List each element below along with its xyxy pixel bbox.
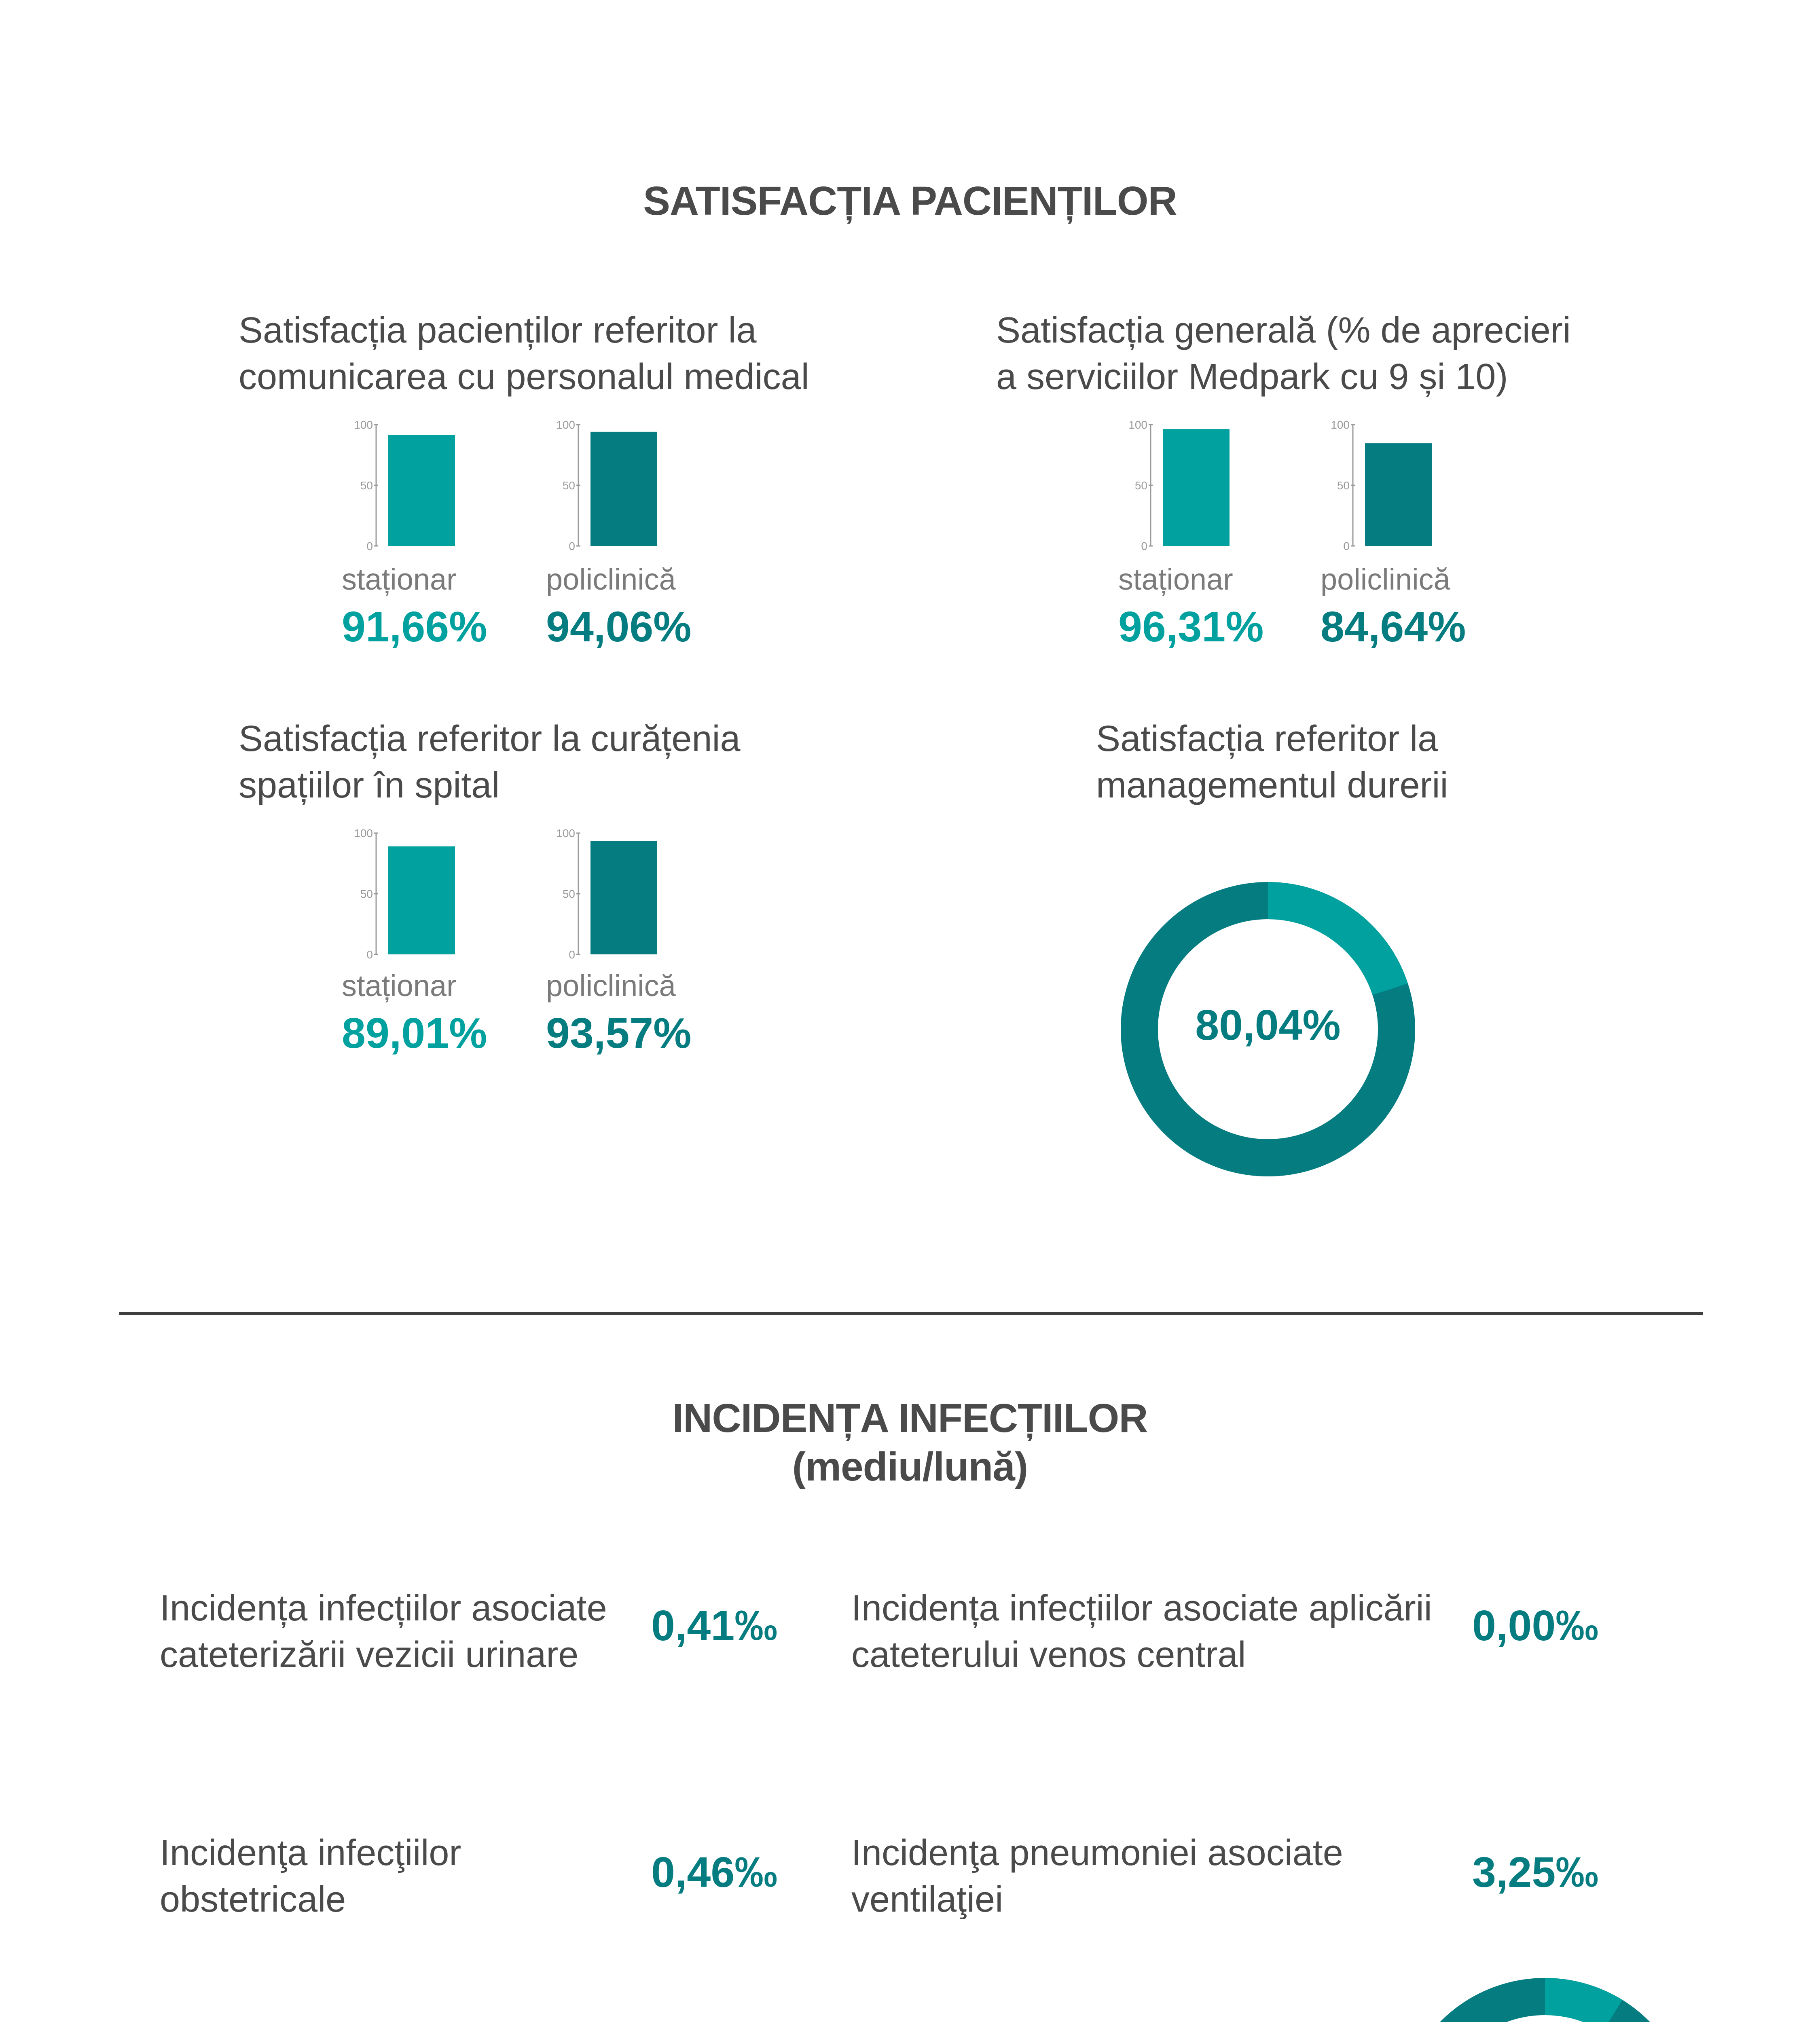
donut-chart-igiena bbox=[1397, 1978, 1693, 2022]
category-label-stationar: staționar bbox=[1118, 563, 1233, 596]
donut-value-durere: 80,04% bbox=[1195, 1001, 1341, 1049]
section-subtitle-infectii: (mediu/lună) bbox=[792, 1444, 1028, 1489]
chart-desc-curatenie bbox=[239, 716, 1007, 809]
tick-label: 0 bbox=[366, 540, 373, 552]
desc-line: Incidenţa infecţiilor bbox=[160, 1833, 461, 1873]
desc-line: Satisfacția referitor la curățenia bbox=[239, 719, 741, 759]
tick-label: 50 bbox=[1337, 479, 1350, 492]
infection-desc-vezica bbox=[160, 1585, 686, 1678]
desc-line: ventilaţiei bbox=[851, 1879, 1003, 1920]
category-label-stationar: staționar bbox=[342, 969, 457, 1003]
bar-policlinica bbox=[1365, 443, 1432, 546]
tick-label: 100 bbox=[1331, 419, 1350, 431]
bar-chart-comunicare bbox=[344, 417, 708, 558]
tick-label: 100 bbox=[556, 419, 575, 431]
bar-chart-generala bbox=[1118, 417, 1482, 558]
section-title-satisfactie: SATISFACȚIA PACIENȚILOR bbox=[643, 178, 1177, 224]
desc-line: Satisfacția referitor la bbox=[1096, 719, 1438, 759]
desc-line: obstetricale bbox=[160, 1879, 346, 1920]
desc-line: cateterului venos central bbox=[851, 1635, 1246, 1675]
infection-value-vezica: 0,41‰ bbox=[651, 1602, 778, 1650]
value-stationar: 91,66% bbox=[342, 603, 487, 651]
category-label-stationar: staționar bbox=[342, 563, 457, 596]
bar-stationar bbox=[1163, 429, 1230, 546]
bar-stationar bbox=[388, 846, 455, 954]
infection-desc-obstetricale bbox=[160, 1830, 686, 1923]
value-stationar: 89,01% bbox=[342, 1009, 487, 1057]
category-label-policlinica: policlinică bbox=[546, 969, 676, 1003]
section-divider bbox=[119, 1312, 1703, 1315]
chart-desc-comunicare bbox=[239, 307, 1007, 400]
section-title-infectii: INCIDENȚA INFECȚIILOR bbox=[672, 1396, 1148, 1441]
value-policlinica: 84,64% bbox=[1321, 603, 1466, 651]
desc-line: cateterizării vezicii urinare bbox=[160, 1635, 579, 1675]
tick-label: 100 bbox=[354, 419, 373, 431]
bar-policlinica bbox=[590, 432, 657, 546]
desc-line: Satisfacția pacienților referitor la bbox=[239, 310, 757, 351]
tick-label: 0 bbox=[366, 948, 373, 961]
value-policlinica: 94,06% bbox=[546, 603, 692, 651]
tick-label: 0 bbox=[1343, 540, 1350, 552]
tick-label: 50 bbox=[562, 479, 575, 492]
tick-label: 50 bbox=[360, 479, 373, 492]
tick-label: 0 bbox=[569, 540, 575, 552]
tick-label: 100 bbox=[1128, 419, 1147, 431]
infection-desc-cateter bbox=[851, 1585, 1498, 1678]
desc-line: Incidenţa pneumoniei asociate bbox=[851, 1833, 1343, 1873]
tick-label: 100 bbox=[556, 827, 575, 840]
tick-label: 100 bbox=[354, 827, 373, 840]
tick-label: 50 bbox=[360, 888, 373, 900]
infection-desc-pneumonie bbox=[851, 1830, 1498, 1923]
chart-desc-durere bbox=[1096, 716, 1703, 809]
chart-desc-generala bbox=[996, 307, 1765, 400]
tick-label: 50 bbox=[1134, 479, 1147, 492]
desc-line: a serviciilor Medpark cu 9 și 10) bbox=[996, 357, 1508, 397]
tick-label: 0 bbox=[1141, 540, 1147, 552]
bar-stationar bbox=[388, 435, 455, 546]
tick-label: 50 bbox=[562, 888, 575, 900]
value-policlinica: 93,57% bbox=[546, 1009, 692, 1057]
desc-line: spațiilor în spital bbox=[239, 765, 500, 806]
bar-chart-curatenie bbox=[344, 825, 708, 967]
category-label-policlinica: policlinică bbox=[1321, 563, 1450, 596]
infection-value-pneumonie: 3,25‰ bbox=[1472, 1849, 1599, 1896]
desc-line: Incidența infecțiilor asociate bbox=[160, 1588, 607, 1629]
desc-line: comunicarea cu personalul medical bbox=[239, 357, 809, 397]
desc-line: Satisfacția generală (% de aprecieri bbox=[996, 310, 1571, 351]
category-label-policlinica: policlinică bbox=[546, 563, 676, 596]
desc-line: managementul durerii bbox=[1096, 765, 1448, 806]
bar-policlinica bbox=[590, 841, 657, 954]
infection-value-obstetricale: 0,46‰ bbox=[651, 1849, 778, 1896]
tick-label: 0 bbox=[569, 948, 575, 961]
desc-line: Incidența infecțiilor asociate aplicării bbox=[851, 1588, 1432, 1629]
infection-value-cateter: 0,00‰ bbox=[1472, 1602, 1599, 1650]
value-stationar: 96,31% bbox=[1118, 603, 1264, 651]
